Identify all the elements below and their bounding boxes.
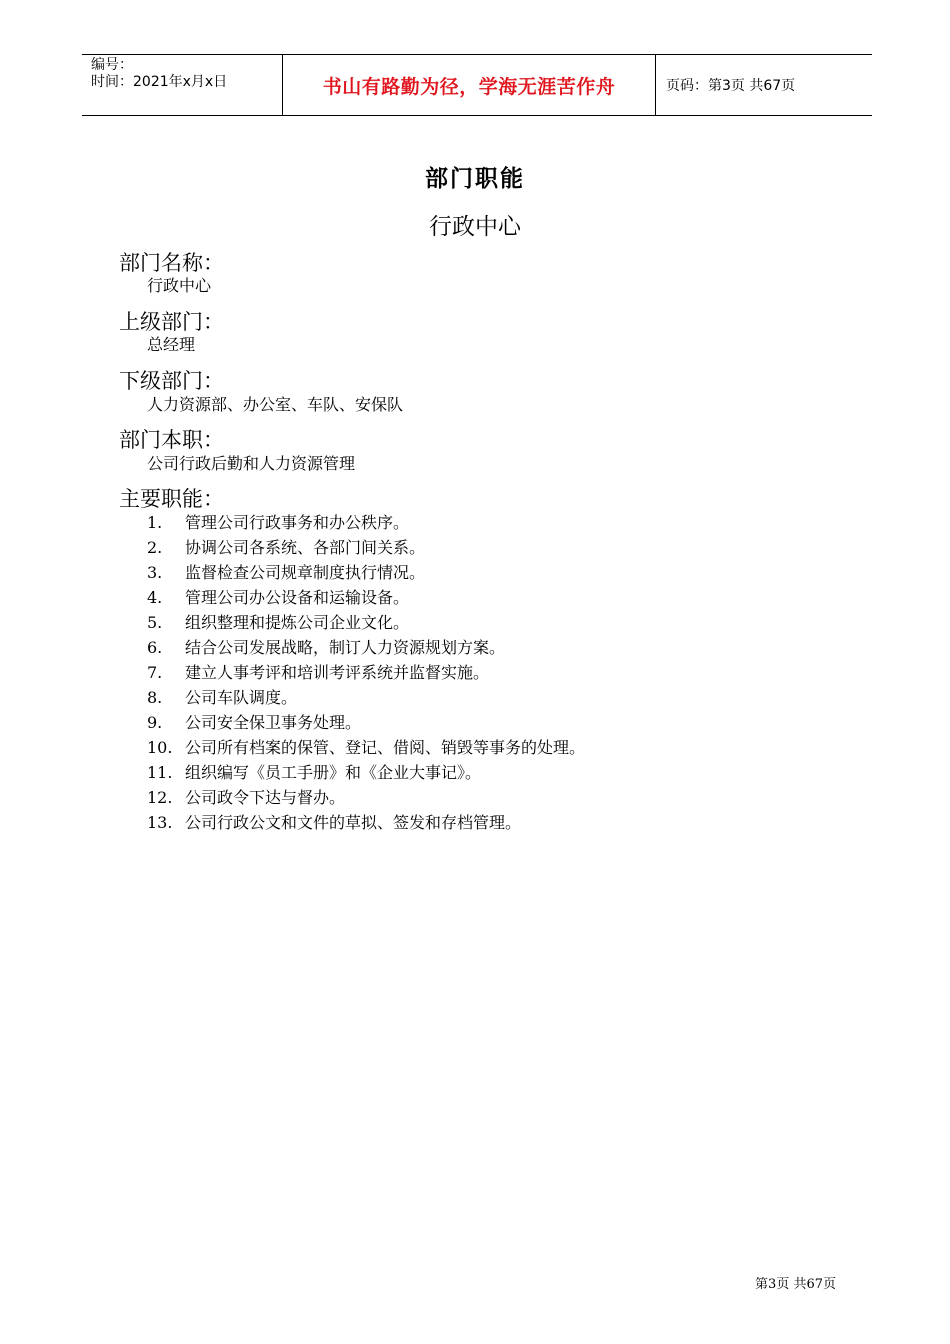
list-item xyxy=(147,588,585,613)
item-number: 5. xyxy=(147,613,163,632)
item-number: 7. xyxy=(147,663,163,682)
header-page-info: 页码：第3页 共67页 xyxy=(666,78,796,94)
document-title: 部门职能 xyxy=(425,166,525,192)
item-number: 13. xyxy=(147,813,173,832)
item-text: 公司车队调度。 xyxy=(185,688,298,707)
item-number: 10. xyxy=(147,738,173,757)
item-number: 9. xyxy=(147,713,163,732)
item-number: 2. xyxy=(147,538,163,557)
list-item xyxy=(147,638,585,663)
item-text: 组织整理和提炼公司企业文化。 xyxy=(185,613,410,632)
list-item xyxy=(147,563,585,588)
document-subtitle: 行政中心 xyxy=(429,214,521,240)
header-motto: 书山有路勤为径，学海无涯苦作舟 xyxy=(322,75,616,98)
item-text: 监督检查公司规章制度执行情况。 xyxy=(185,563,426,582)
list-item xyxy=(147,513,585,538)
item-number: 8. xyxy=(147,688,163,707)
item-text: 结合公司发展战略，制订人力资源规划方案。 xyxy=(185,638,506,657)
item-number: 1. xyxy=(147,513,163,532)
list-item xyxy=(147,813,585,838)
item-text: 公司行政公文和文件的草拟、签发和存档管理。 xyxy=(185,813,522,832)
superior-value: 总经理 xyxy=(147,335,196,354)
list-item xyxy=(147,688,585,713)
item-text: 协调公司各系统、各部门间关系。 xyxy=(185,538,426,557)
subordinate-heading: 下级部门： xyxy=(119,369,224,393)
item-text: 公司所有档案的保管、登记、借阅、销毁等事务的处理。 xyxy=(185,738,586,757)
item-number: 11. xyxy=(147,763,173,782)
dept-name-value: 行政中心 xyxy=(147,276,212,295)
subordinate-value: 人力资源部、办公室、车队、安保队 xyxy=(147,395,404,414)
item-text: 管理公司行政事务和办公秩序。 xyxy=(185,513,410,532)
item-text: 公司安全保卫事务处理。 xyxy=(185,713,362,732)
doc-date: 时间：2021年x月x日 xyxy=(91,74,228,90)
list-item xyxy=(147,788,585,813)
list-item xyxy=(147,613,585,638)
page-footer: 第3页 共67页 xyxy=(755,1277,836,1292)
functions-heading: 主要职能： xyxy=(119,487,224,511)
item-text: 管理公司办公设备和运输设备。 xyxy=(185,588,410,607)
doc-number-label: 编号： xyxy=(91,57,133,73)
item-text: 建立人事考评和培训考评系统并监督实施。 xyxy=(185,663,490,682)
list-item xyxy=(147,663,585,688)
item-number: 3. xyxy=(147,563,163,582)
header-meta xyxy=(82,55,283,115)
item-number: 4. xyxy=(147,588,163,607)
header-page-cell xyxy=(656,55,872,115)
dept-name-heading: 部门名称： xyxy=(119,251,224,275)
superior-heading: 上级部门： xyxy=(119,310,224,334)
item-number: 12. xyxy=(147,788,173,807)
duties-list xyxy=(147,513,585,838)
item-number: 6. xyxy=(147,638,163,657)
item-text: 组织编写《员工手册》和《企业大事记》。 xyxy=(185,763,482,782)
item-text: 公司政令下达与督办。 xyxy=(185,788,346,807)
duty-heading: 部门本职： xyxy=(119,428,224,452)
list-item xyxy=(147,713,585,738)
page-header xyxy=(82,54,872,116)
list-item xyxy=(147,763,585,788)
header-motto-cell xyxy=(283,55,656,115)
list-item xyxy=(147,538,585,563)
duty-value: 公司行政后勤和人力资源管理 xyxy=(147,454,356,473)
list-item xyxy=(147,738,585,763)
